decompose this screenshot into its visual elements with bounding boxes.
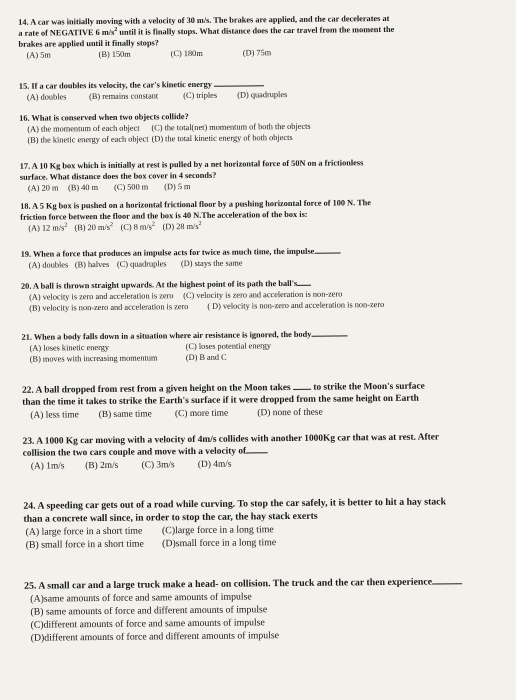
q17-option-a[interactable]: (A) 20 m <box>27 183 59 193</box>
answer-blank <box>432 583 462 584</box>
q14-option-c[interactable]: (C) 180m <box>170 48 203 59</box>
q25-option-b[interactable]: (B) same amounts of force and different amounts of impulse <box>30 604 268 618</box>
q15-option-a[interactable]: (A) doubles <box>26 92 67 102</box>
q23-option-c[interactable]: (C) 3m/s <box>141 460 175 471</box>
q14-option-b[interactable]: (B) 150m <box>98 49 131 59</box>
q24-line2: than a concrete wall since, in order to stop the car, the hay stack exerts <box>23 510 318 525</box>
q16-option-d[interactable]: (D) the total kinetic energy of both objects <box>151 132 293 144</box>
q18-option-d[interactable]: (D) 28 $m/s^2$ <box>162 221 202 232</box>
question-18 <box>20 196 514 234</box>
q21-option-b[interactable]: (B) moves with increasing momentum <box>29 353 158 364</box>
question-20 <box>21 276 515 314</box>
q25-option-a[interactable]: (A)same amounts of force and same amounts of impulse <box>30 591 252 605</box>
q18-option-b[interactable]: (B) 20 $m/s^2$ <box>74 222 113 233</box>
q15-option-c[interactable]: (C) triples <box>183 90 218 101</box>
answer-blank <box>297 285 311 286</box>
q25-option-c[interactable]: (C)different amounts of force and same amounts of impulse <box>30 617 265 631</box>
q23-option-b[interactable]: (B) 2m/s <box>85 460 119 471</box>
q22-option-a[interactable]: (A) less time <box>30 410 79 421</box>
question-15 <box>19 76 513 103</box>
answer-blank <box>314 252 340 253</box>
q16-option-c[interactable]: (C) the total(net) momentum of both the objects <box>151 121 311 133</box>
q17-option-d[interactable]: (D) 5 m <box>164 182 191 192</box>
q22-line2: than the time it takes to strike the Earth's surface if it were dropped from the same height on Earth <box>22 394 419 409</box>
q14-line1: 14. A car was initially moving with a velocity of 30 m/s. The brakes are applied, and the car decelerates at <box>18 13 390 27</box>
question-22 <box>22 380 516 422</box>
q16-option-a[interactable]: (A) the momentum of each object <box>27 123 140 134</box>
q21-option-c[interactable]: (C) loses potential energy <box>185 341 272 352</box>
question-19 <box>21 244 515 271</box>
answer-blank <box>246 453 268 454</box>
q17-option-c[interactable]: (C) 500 m <box>114 182 149 192</box>
q25-stem: 25. A small car and a large truck make a head- on collision. The truck and the car then experience <box>24 575 516 593</box>
q17-line2: surface. What distance does the box cover in 4 seconds? <box>19 170 217 182</box>
q22-option-b[interactable]: (B) same time <box>98 409 152 420</box>
q19-option-b[interactable]: (B) halves <box>74 259 110 270</box>
q21-stem: 21. When a body falls down in a situation where air resistance is ignored, the body <box>21 327 515 343</box>
q20-stem: 20. A ball is thrown straight upwards. At the highest point of its path the ball's <box>21 276 515 292</box>
q23-option-a[interactable]: (A) 1m/s <box>30 461 65 472</box>
q16-option-b[interactable]: (B) the kinetic energy of each object <box>27 134 149 145</box>
q15-option-b[interactable]: (B) remains constant <box>89 91 159 102</box>
q19-option-a[interactable]: (A) doubles <box>28 260 69 270</box>
q14-line3: brakes are applied until it finally stops? <box>18 38 159 49</box>
q24-option-a[interactable]: (A) large force in a short time <box>25 525 143 538</box>
q19-stem: 19. When a force that produces an impulse acts for twice as much time, the impulse <box>21 244 515 260</box>
q24-option-b[interactable]: (B) small force in a short time <box>25 538 144 551</box>
question-14 <box>18 12 512 61</box>
answer-blank <box>311 335 347 336</box>
q20-option-a[interactable]: (A) velocity is zero and acceleration is zero <box>29 291 174 302</box>
question-21 <box>21 327 515 365</box>
q14-option-a[interactable]: (A) 5m <box>26 50 51 60</box>
q20-option-b[interactable]: (B) velocity is non-zero and acceleration is zero <box>29 302 189 313</box>
q21-option-a[interactable]: (A) loses kinetic energy <box>29 342 110 353</box>
answer-blank <box>214 85 264 87</box>
question-24 <box>23 495 516 552</box>
q19-option-c[interactable]: (C) quadruples <box>116 259 167 269</box>
question-25 <box>24 575 516 645</box>
q18-option-a[interactable]: (A) 12 $m/s^2$ <box>28 222 68 233</box>
q17-line1: 17. A 10 Kg box which is initially at rest is pulled by a net horizontal force of 50N on a frictionless <box>19 158 364 171</box>
question-23 <box>23 431 516 473</box>
q18-option-c[interactable]: (C) 8 $m/s^2$ <box>120 221 155 232</box>
q22-option-c[interactable]: (C) more time <box>174 408 229 420</box>
q16-stem: 16. What is conserved when two objects collide? <box>19 112 189 123</box>
q20-option-d[interactable]: ( D) velocity is non-zero and acceleration is non-zero <box>207 299 385 311</box>
q15-stem: 15. If a car doubles its velocity, the car's kinetic energy <box>19 76 513 92</box>
q14-option-d[interactable]: (D) 75m <box>242 48 272 58</box>
q17-option-b[interactable]: (B) 40 m <box>68 182 99 193</box>
question-16 <box>19 108 513 146</box>
q23-line2: collision the two cars couple and move with a velocity of <box>23 443 516 461</box>
answer-blank <box>293 389 311 390</box>
question-17 <box>20 156 514 194</box>
q21-option-d[interactable]: (D) B and C <box>185 352 227 363</box>
q14-line2: a rate of NEGATIVE 6 $m/s^2$ until it is finally stops. What distance does the car travel from the moment the <box>18 24 395 38</box>
q15-option-d[interactable]: (D) quadruples <box>237 89 288 100</box>
q23-line1: 23. A 1000 Kg car moving with a velocity of 4m/s collides with another 1000Kg car that was at rest. After <box>22 432 440 447</box>
q20-option-c[interactable]: (C) velocity is zero and acceleration is non-zero <box>183 289 343 301</box>
q24-line1: 24. A speeding car gets out of a road while curving. To stop the car safely, it is better to hit a hay stack <box>23 496 447 512</box>
q24-option-c[interactable]: (C)large force in a long time <box>161 524 274 537</box>
q18-line1: 18. A 5 Kg box is pushed on a horizontal frictional floor by a pushing horizontal force of 100 N. The <box>20 198 372 211</box>
q23-option-d[interactable]: (D) 4m/s <box>197 459 232 470</box>
q18-line2: friction force between the floor and the box is 40 N.The acceleration of the box is: <box>20 209 308 222</box>
q24-option-d[interactable]: (D)small force in a long time <box>162 537 277 550</box>
q25-option-d[interactable]: (D)different amounts of force and different amounts of impulse <box>30 630 280 644</box>
q22-line1: 22. A ball dropped from rest from a given height on the Moon takes to strike the Moon's surface <box>22 381 425 396</box>
q22-option-d[interactable]: (D) none of these <box>257 407 323 419</box>
q19-option-d[interactable]: (D) stays the same <box>180 258 243 269</box>
